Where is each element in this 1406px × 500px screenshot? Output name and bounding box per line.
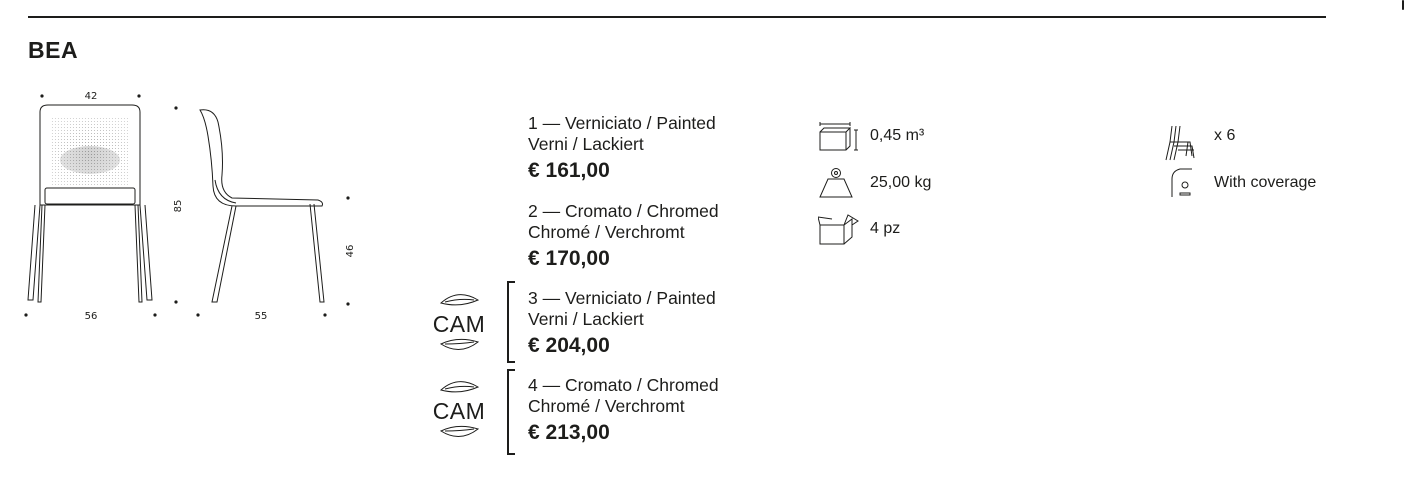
spec-weight-value: 25,00 kg bbox=[870, 174, 932, 191]
coverage-icon bbox=[1162, 167, 1206, 199]
cam-badge-4 bbox=[428, 377, 492, 441]
dim-side-depth: 55 bbox=[254, 311, 268, 322]
chair-side-view bbox=[196, 110, 349, 317]
dim-front-width-top: 42 bbox=[84, 91, 98, 102]
chair-front-view bbox=[24, 94, 177, 316]
spec-stacking-value: x 6 bbox=[1214, 127, 1236, 144]
variant-4 bbox=[528, 375, 719, 443]
variant-2-finish: 2 — Cromato / Chromed bbox=[528, 201, 719, 221]
edge-mark bbox=[1402, 0, 1404, 10]
box-volume-icon bbox=[818, 120, 862, 152]
variant-3-finish-translation: Verni / Lackiert bbox=[528, 309, 644, 329]
variant-1 bbox=[528, 113, 716, 181]
variant-1-finish-translation: Verni / Lackiert bbox=[528, 134, 644, 154]
cam-bracket-4 bbox=[507, 369, 515, 455]
dim-side-seat-height: 46 bbox=[345, 244, 356, 258]
variant-1-price: € 161,00 bbox=[528, 159, 610, 182]
open-box-icon bbox=[818, 213, 862, 245]
spec-volume-value: 0,45 m³ bbox=[870, 127, 925, 144]
weight-icon bbox=[818, 167, 862, 199]
spec-pieces-value: 4 pz bbox=[870, 220, 901, 237]
cam-label-3: CAM bbox=[432, 311, 486, 337]
variant-3-price: € 204,00 bbox=[528, 334, 610, 357]
cam-bracket-3 bbox=[507, 281, 515, 363]
variant-1-finish: 1 — Verniciato / Painted bbox=[528, 113, 716, 133]
variant-3-finish: 3 — Verniciato / Painted bbox=[528, 288, 716, 308]
variant-2-price: € 170,00 bbox=[528, 247, 610, 270]
variant-3 bbox=[528, 288, 716, 356]
variant-4-price: € 213,00 bbox=[528, 421, 610, 444]
chair-technical-drawing bbox=[0, 80, 400, 340]
cam-badge-3 bbox=[428, 290, 492, 354]
variant-4-finish-translation: Chromé / Verchromt bbox=[528, 396, 685, 416]
product-title: BEA bbox=[28, 37, 79, 63]
dim-front-width-bottom: 56 bbox=[84, 311, 98, 322]
variant-2-finish-translation: Chromé / Verchromt bbox=[528, 222, 685, 242]
spec-coverage-value: With coverage bbox=[1214, 174, 1317, 191]
cam-label-4: CAM bbox=[432, 398, 486, 424]
variant-2 bbox=[528, 201, 719, 269]
top-rule bbox=[28, 16, 1326, 18]
dim-front-height: 85 bbox=[173, 199, 184, 213]
stacking-chairs-icon bbox=[1162, 120, 1206, 164]
variant-4-finish: 4 — Cromato / Chromed bbox=[528, 375, 719, 395]
